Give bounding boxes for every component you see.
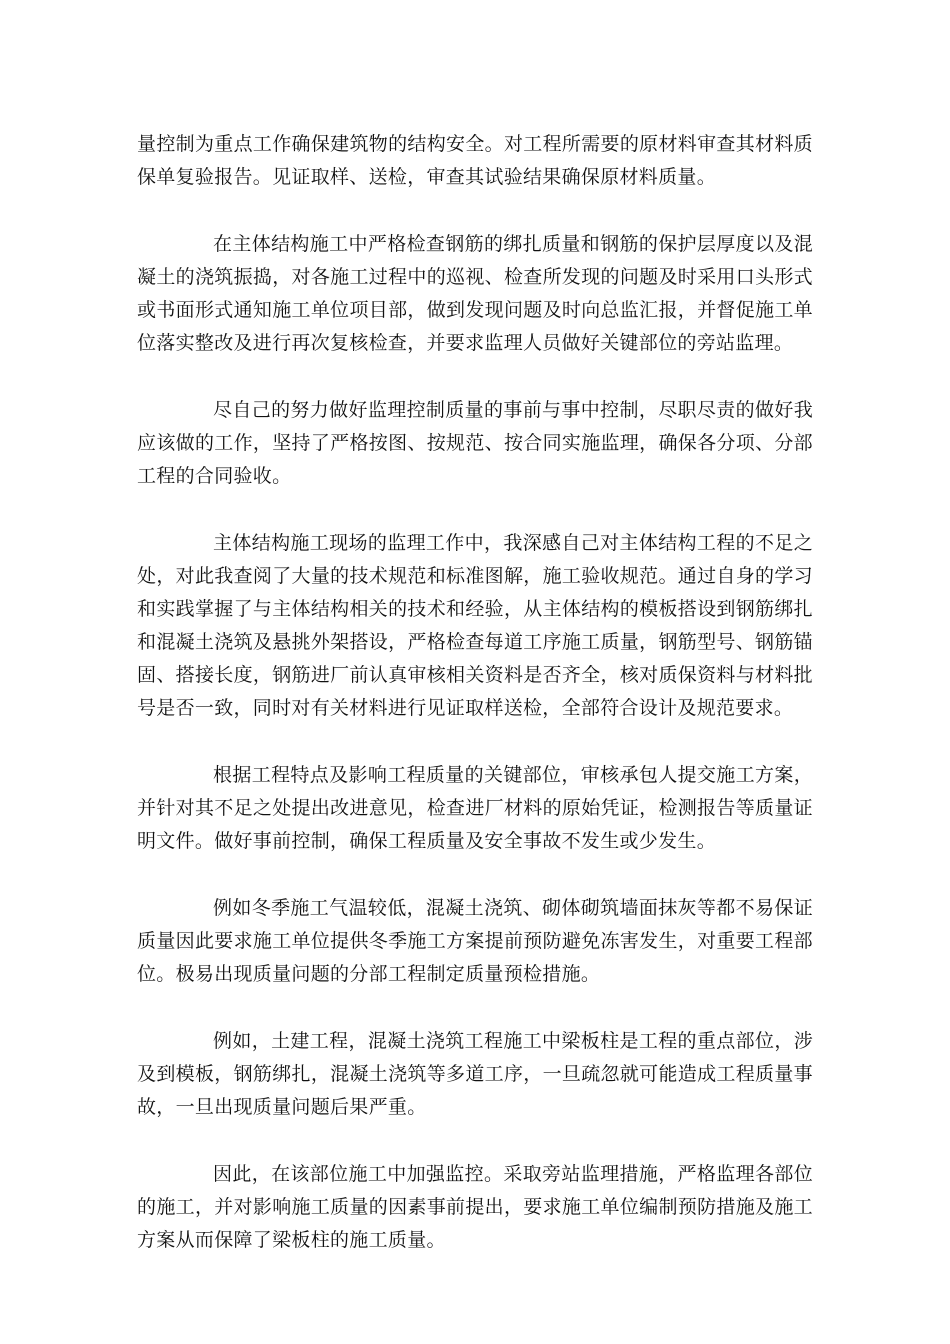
document-body [137,128,813,1291]
paragraph-7: 例如，土建工程，混凝土浇筑工程施工中梁板柱是工程的重点部位，涉及到模板，钢筋绑扎，混凝土浇筑等多道工序，一旦疏忽就可能造成工程质量事故，一旦出现质量问题后果严重。 [137,1030,813,1118]
paragraph-2: 在主体结构施工中严格检查钢筋的绑扎质量和钢筋的保护层厚度以及混凝土的浇筑振捣，对各施工过程中的巡视、检查所发现的问题及时采用口头形式或书面形式通知施工单位项目部，做到发现问题及时向总监汇报，并督促施工单位落实整改及进行再次复核检查，并要求监理人员做好关键部位的旁站监理。 [137,233,813,354]
paragraph-1: 量控制为重点工作确保建筑物的结构安全。对工程所需要的原材料审查其材料质保单复验报告。见证取样、送检，审查其试验结果确保原材料质量。 [137,133,813,188]
paragraph-8: 因此，在该部位施工中加强监控。采取旁站监理措施，严格监理各部位的施工，并对影响施工质量的因素事前提出，要求施工单位编制预防措施及施工方案从而保障了梁板柱的施工质量。 [137,1163,813,1251]
paragraph-6: 例如冬季施工气温较低，混凝土浇筑、砌体砌筑墙面抹灰等都不易保证质量因此要求施工单位提供冬季施工方案提前预防避免冻害发生，对重要工程部位。极易出现质量问题的分部工程制定质量预检措施。 [137,897,813,985]
paragraph-4: 主体结构施工现场的监理工作中，我深感自己对主体结构工程的不足之处，对此我查阅了大量的技术规范和标准图解，施工验收规范。通过自身的学习和实践掌握了与主体结构相关的技术和经验，从主体结构的模板搭设到钢筋绑扎和混凝土浇筑及悬挑外架搭设，严格检查每道工序施工质量，钢筋型号、钢筋锚固、搭接长度，钢筋进厂前认真审核相关资料是否齐全，核对质保资料与材料批号是否一致，同时对有关材料进行见证取样送检，全部符合设计及规范要求。 [137,532,813,719]
paragraph-3: 尽自己的努力做好监理控制质量的事前与事中控制，尽职尽责的做好我应该做的工作，坚持了严格按图、按规范、按合同实施监理，确保各分项、分部工程的合同验收。 [137,399,813,487]
paragraph-5: 根据工程特点及影响工程质量的关键部位，审核承包人提交施工方案，并针对其不足之处提出改进意见，检查进厂材料的原始凭证，检测报告等质量证明文件。做好事前控制，确保工程质量及安全事故不发生或少发生。 [137,764,813,852]
